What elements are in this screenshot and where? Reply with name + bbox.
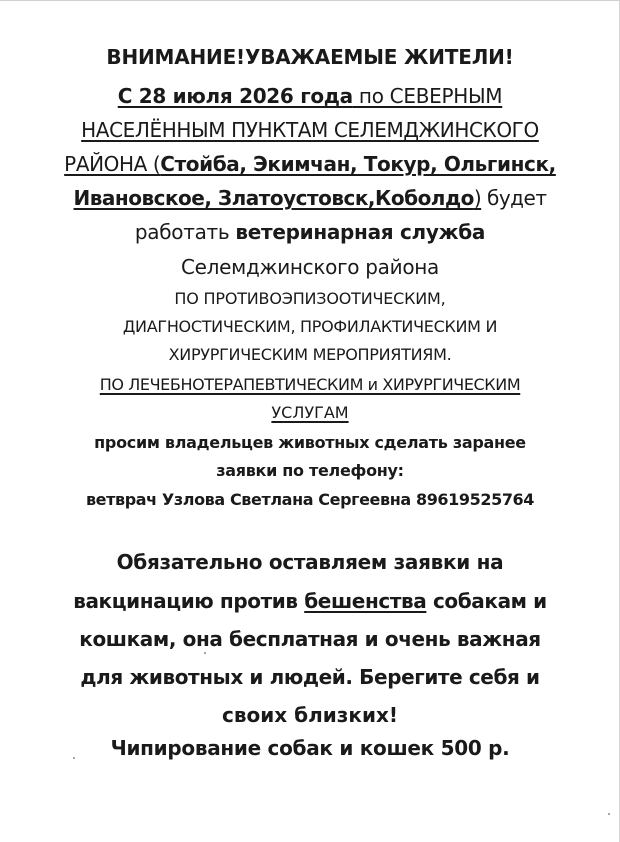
request-line-2: заявки по телефону: — [216, 461, 404, 480]
measures-line-3: ХИРУРГИЧЕСКИМ МЕРОПРИЯТИЯМ. — [168, 345, 452, 364]
chipping-price-line: Чипирование собак и кошек 500 р. — [110, 736, 510, 760]
measures-line-2: ДИАГНОСТИЧЕСКИМ, ПРОФИЛАКТИЧЕСКИМ И — [122, 317, 498, 336]
services-line-1 — [0, 377, 620, 393]
work-text: работать — [134, 220, 236, 244]
villages-line — [0, 188, 620, 208]
closing-paren: ) — [473, 186, 482, 210]
villages-list-part2: Ивановское, Златоустовск,Коболдо — [73, 186, 474, 210]
service-line — [0, 222, 620, 242]
vaccination-line-1: Обязательно оставляем заявки на — [116, 550, 504, 574]
services-text-2: УСЛУГАМ — [271, 403, 349, 422]
date-line — [0, 86, 620, 106]
vet-contact: ветврач Узлова Светлана Сергеевна 89619525764 — [85, 490, 535, 509]
request-line-1: просим владельцев животных сделать заранее — [94, 433, 526, 452]
start-date: С 28 июля 2026 года — [117, 84, 353, 108]
will-text: будет — [481, 186, 547, 210]
measures-line-1: ПО ПРОТИВОЭПИЗООТИЧЕСКИМ, — [174, 289, 446, 308]
settlements-text: НАСЕЛЁННЫМ ПУНКТАМ СЕЛЕМДЖИНСКОГО — [81, 118, 539, 142]
scan-speck — [204, 652, 206, 654]
vet-service-text: ветеринарная служба — [235, 220, 486, 244]
vaccination-line-2 — [0, 591, 620, 611]
villages-list-part1: Стойба, Экимчан, Токур, Ольгинск, — [160, 152, 556, 176]
vaccination-line-5: своих близких! — [222, 703, 398, 727]
vaccination-line-3: кошкам, она бесплатная и очень важная — [79, 627, 541, 651]
services-text-1: ПО ЛЕЧЕБНОТЕРАПЕВТИЧЕСКИМ и ХИРУРГИЧЕСКИМ — [99, 375, 521, 394]
settlements-line — [0, 120, 620, 140]
vaccination-text: вакцинацию против — [73, 589, 305, 613]
district-text: РАЙОНА ( — [64, 152, 161, 176]
district-name-line: Селемджинского района — [181, 255, 439, 279]
scan-speck — [73, 757, 75, 759]
vaccination-line-4: для животных и людей. Берегите себя и — [80, 665, 540, 689]
district-line — [0, 154, 620, 174]
rabies-word: бешенства — [304, 589, 427, 613]
scan-speck — [608, 813, 610, 815]
date-line-rest: по СЕВЕРНЫМ — [352, 84, 503, 108]
notice-title: ВНИМАНИЕ!УВАЖАЕМЫЕ ЖИТЕЛИ! — [106, 45, 514, 69]
services-line-2 — [0, 405, 620, 421]
animals-text: собакам и — [426, 589, 547, 613]
